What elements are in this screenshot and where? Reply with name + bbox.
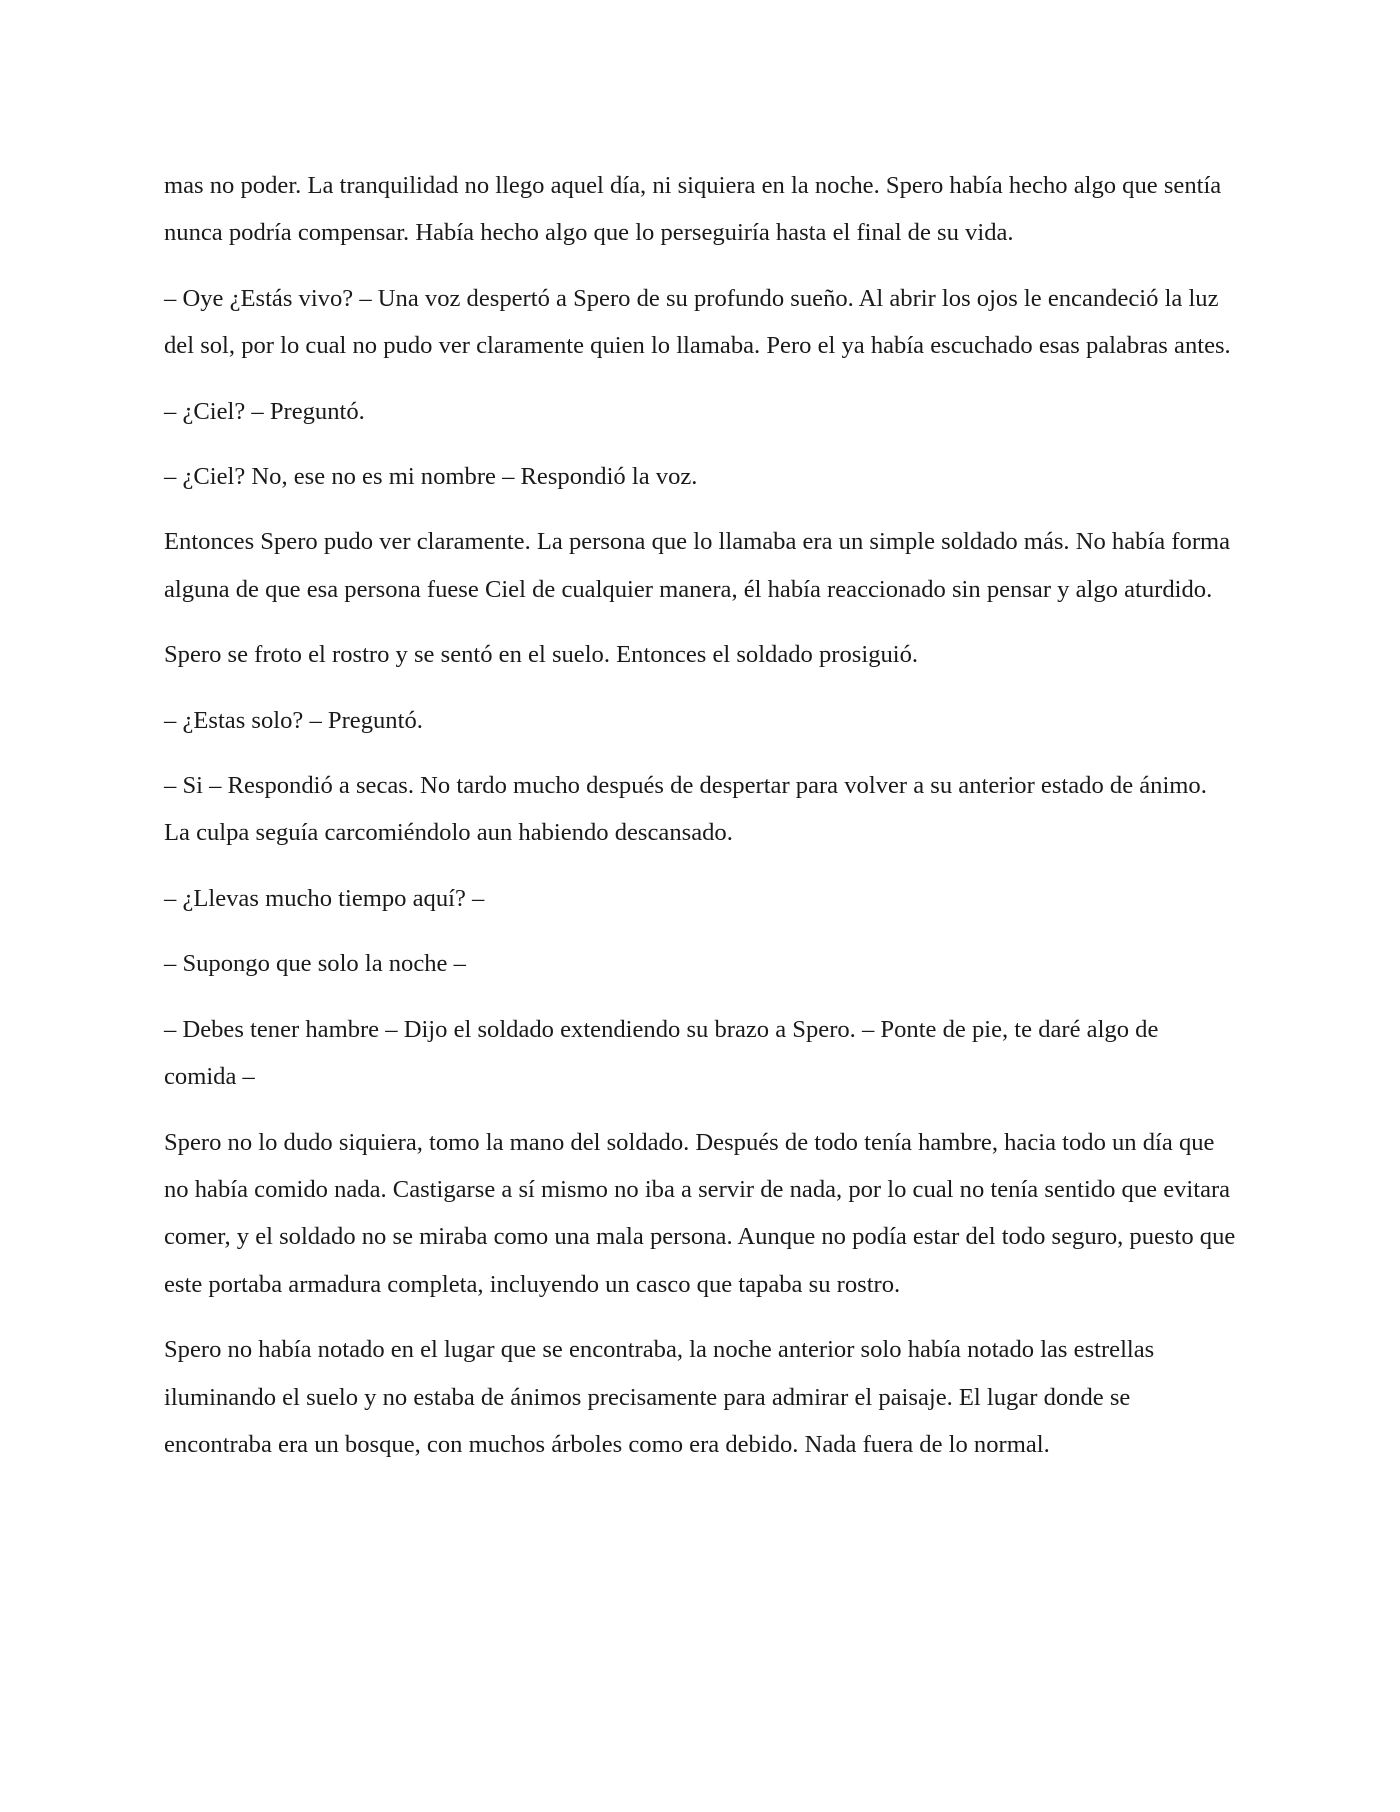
paragraph: mas no poder. La tranquilidad no llego aquel día, ni siquiera en la noche. Spero había hecho algo que sentía nunca podría compensar. Había hecho algo que lo perseguiría hasta el final de su vida. xyxy=(164,172,1222,247)
document-page xyxy=(164,162,1236,1486)
paragraph: – ¿Ciel? No, ese no es mi nombre – Respondió la voz. xyxy=(164,463,698,491)
paragraph: – Si – Respondió a secas. No tardo mucho después de despertar para volver a su anterior estado de ánimo. La culpa seguía carcomiéndolo aun habiendo descansado. xyxy=(164,772,1207,847)
paragraph: – Debes tener hambre – Dijo el soldado extendiendo su brazo a Spero. – Ponte de pie, te daré algo de comida – xyxy=(164,1015,1159,1091)
paragraph: – ¿Estas solo? – Preguntó. xyxy=(164,706,423,734)
paragraph: – ¿Llevas mucho tiempo aquí? – xyxy=(164,884,485,912)
paragraph: – Supongo que solo la noche – xyxy=(164,950,466,978)
paragraph: – Oye ¿Estás vivo? – Una voz despertó a Spero de su profundo sueño. Al abrir los ojos le encandeció la luz del sol, por lo cual no pudo ver claramente quien lo llamaba. Pero el ya había escuchado esas palabras antes. xyxy=(164,284,1231,360)
paragraph: Spero no lo dudo siquiera, tomo la mano del soldado. Después de todo tenía hambre, hacia todo un día que no había comido nada. Castigarse a sí mismo no iba a servir de nada, por lo cual no tenía sentido que evitara comer, y el soldado no se miraba como una mala persona. Aunque no podía estar del todo seguro, puesto que este portaba armadura completa, incluyendo un casco que tapaba su rostro. xyxy=(164,1128,1236,1298)
paragraph: Spero se froto el rostro y se sentó en el suelo. Entonces el soldado prosiguió. xyxy=(164,641,919,669)
paragraph: – ¿Ciel? – Preguntó. xyxy=(164,397,365,425)
paragraph: Entonces Spero pudo ver claramente. La persona que lo llamaba era un simple soldado más. No había forma alguna de que esa persona fuese Ciel de cualquier manera, él había reaccionado sin pensar y algo aturdido. xyxy=(164,528,1231,603)
paragraph: Spero no había notado en el lugar que se encontraba, la noche anterior solo había notado las estrellas iluminando el suelo y no estaba de ánimos precisamente para admirar el paisaje. El lugar donde se encontraba era un bosque, con muchos árboles como era debido. Nada fuera de lo normal. xyxy=(164,1336,1155,1458)
